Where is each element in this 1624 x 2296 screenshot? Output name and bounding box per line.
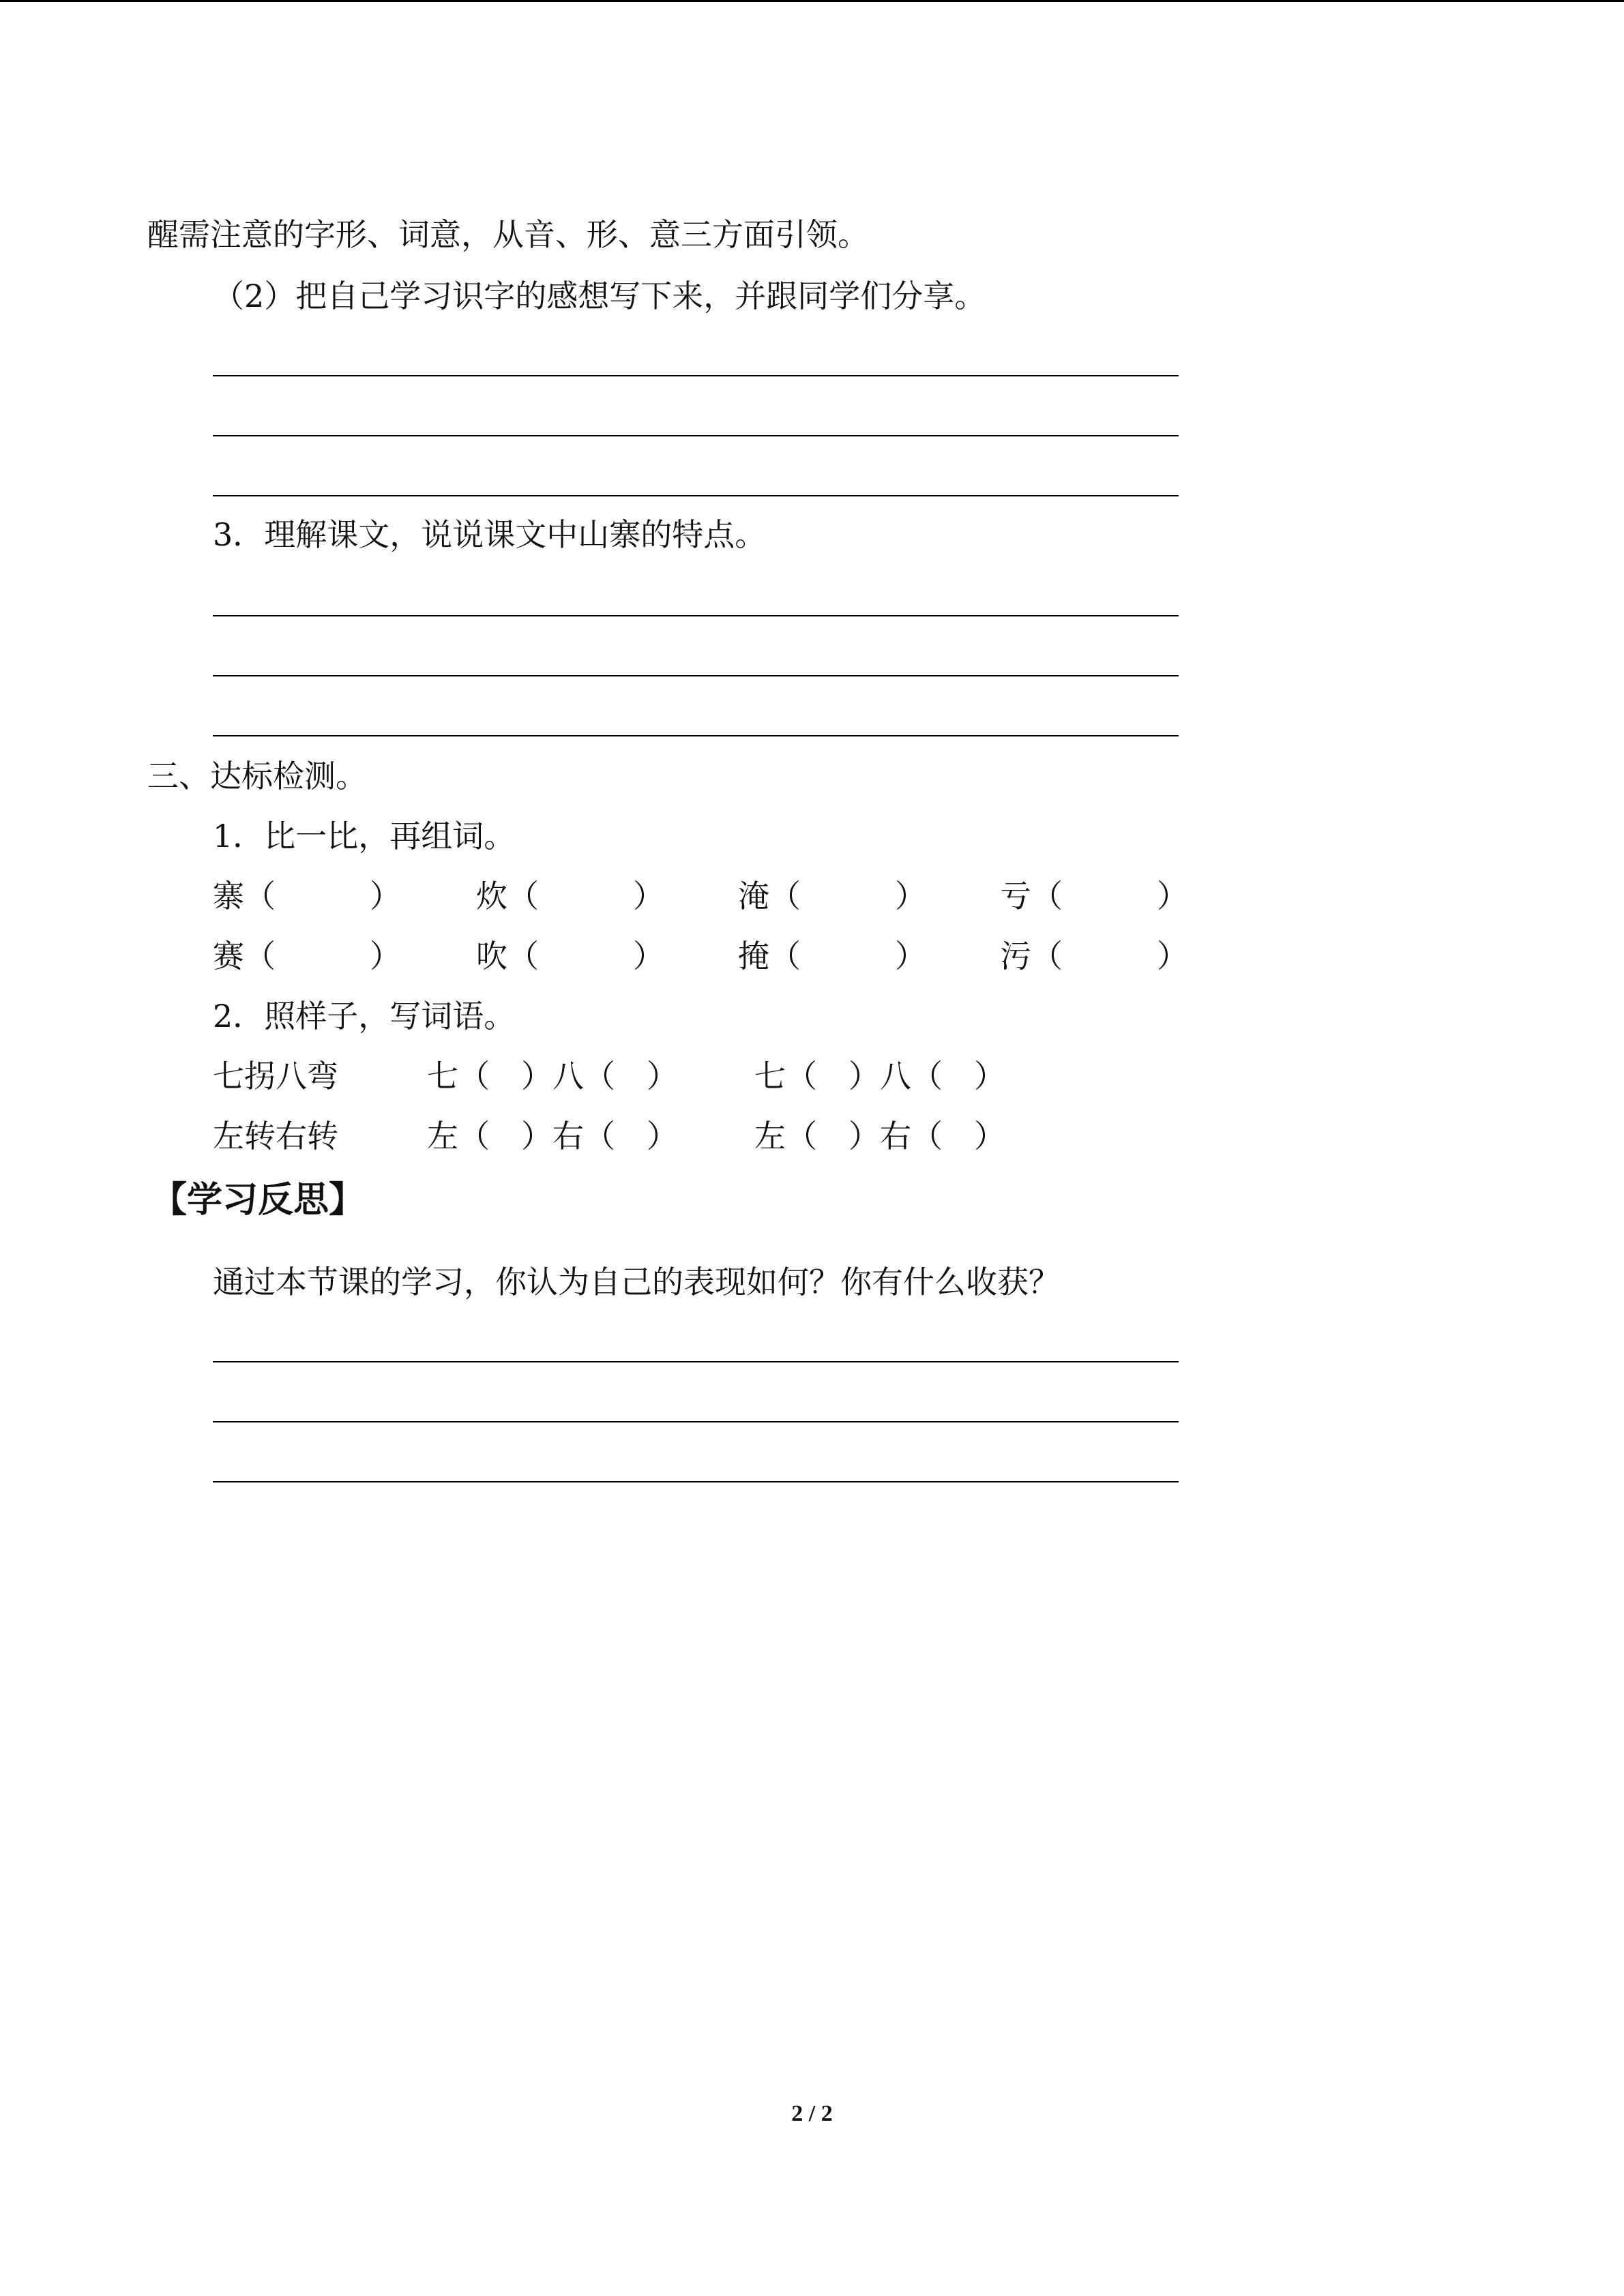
compare-cell[interactable]: 炊（ ）: [476, 878, 664, 914]
question-2-prompt: （2）把自己学习识字的感想写下来，并跟同学们分享。: [213, 278, 986, 314]
pattern-blank[interactable]: 七（ ）八（ ）: [754, 1058, 1005, 1094]
page-top-border: [0, 0, 1624, 2]
section-3-question-2-prompt: 2．照样子，写词语。: [213, 998, 516, 1034]
compare-cell[interactable]: 污（ ）: [1000, 938, 1188, 974]
reflection-title: 【学习反思】: [151, 1180, 365, 1221]
answer-line-q3-3[interactable]: [213, 735, 1179, 736]
intro-line: 醒需注意的字形、词意，从音、形、意三方面引领。: [147, 216, 869, 253]
answer-line-reflection-2[interactable]: [213, 1421, 1179, 1422]
compare-cell[interactable]: 亏（ ）: [1000, 878, 1188, 914]
answer-line-q3-1[interactable]: [213, 615, 1179, 616]
answer-line-reflection-1[interactable]: [213, 1361, 1179, 1362]
pattern-blank[interactable]: 七（ ）八（ ）: [427, 1058, 678, 1094]
answer-line-q2-2[interactable]: [213, 435, 1179, 436]
compare-cell[interactable]: 寨（ ）: [213, 878, 401, 914]
section-3-question-1-prompt: 1．比一比，再组词。: [213, 818, 516, 854]
answer-line-q2-3[interactable]: [213, 495, 1179, 496]
answer-line-q3-2[interactable]: [213, 675, 1179, 676]
pattern-blank[interactable]: 左（ ）右（ ）: [427, 1118, 678, 1154]
answer-line-q2-1[interactable]: [213, 375, 1179, 376]
compare-cell[interactable]: 吹（ ）: [476, 938, 664, 974]
pattern-example: 左转右转: [213, 1118, 338, 1154]
reflection-prompt: 通过本节课的学习，你认为自己的表现如何？你有什么收获？: [213, 1264, 1060, 1300]
page-number: 2 / 2: [791, 2101, 833, 2126]
compare-cell[interactable]: 掩（ ）: [738, 938, 926, 974]
answer-line-reflection-3[interactable]: [213, 1481, 1179, 1482]
section-3-title: 三、达标检测。: [147, 758, 367, 794]
question-3-prompt: 3．理解课文，说说课文中山寨的特点。: [213, 516, 767, 553]
pattern-blank[interactable]: 左（ ）右（ ）: [754, 1118, 1005, 1154]
compare-cell[interactable]: 赛（ ）: [213, 938, 401, 974]
compare-cell[interactable]: 淹（ ）: [738, 878, 926, 914]
pattern-example: 七拐八弯: [213, 1058, 338, 1094]
